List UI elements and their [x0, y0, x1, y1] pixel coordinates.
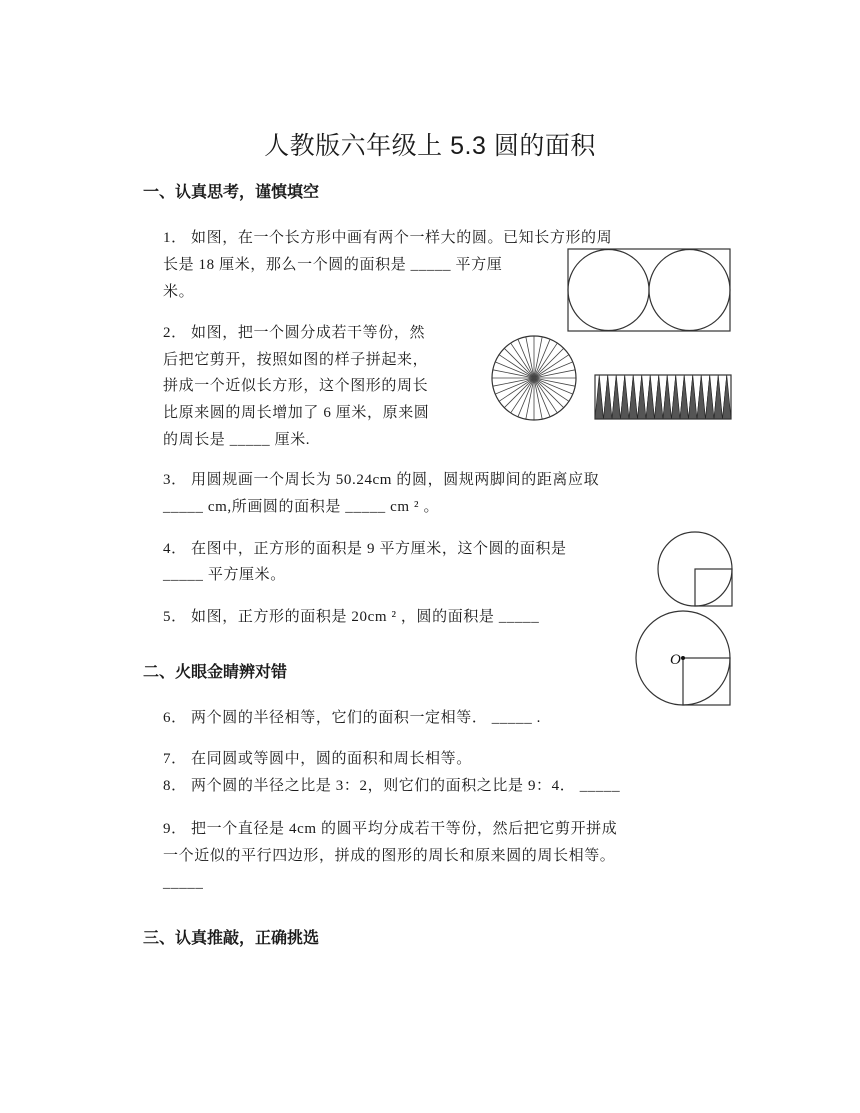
question-5-line-1: 5． 如图，正方形的面积是 20cm ² ，圆的面积是 _____ — [163, 609, 540, 625]
question-9-line-2: 一个近似的平行四边形，拼成的图形的周长和原来圆的周长相等。 — [163, 848, 616, 864]
question-2-line-1: 2． 如图，把一个圆分成若干等份，然 — [163, 325, 426, 341]
question-4-line-2: _____ 平方厘米。 — [163, 567, 286, 583]
question-2-line-5: 的周长是 _____ 厘米. — [163, 432, 311, 448]
section-heading-multiple-choice: 三、认真推敲，正确挑选 — [143, 930, 320, 947]
question-1-line-1: 1． 如图，在一个长方形中画有两个一样大的圆。已知长方形的周 — [163, 230, 613, 246]
question-6: 6． 两个圆的半径相等，它们的面积一定相等． _____ . — [163, 710, 542, 726]
page-title: 人教版六年级上 5.3 圆的面积 — [264, 132, 596, 160]
question-1-line-3: 米。 — [163, 284, 195, 300]
question-7: 7． 在同圆或等圆中，圆的面积和周长相等。 — [163, 751, 472, 767]
question-4-line-1: 4． 在图中，正方形的面积是 9 平方厘米，这个圆的面积是 — [163, 541, 567, 557]
figure-circle-with-square — [656, 531, 736, 609]
section-heading-true-false: 二、火眼金睛辨对错 — [143, 664, 288, 681]
question-9-line-3: _____ — [163, 875, 204, 891]
question-2-line-2: 后把它剪开，按照如图的样子拼起来， — [163, 352, 429, 368]
question-2-line-3: 拼成一个近似长方形，这个图形的周长 — [163, 378, 429, 394]
question-9-line-1: 9． 把一个直径是 4cm 的圆平均分成若干等份，然后把它剪开拼成 — [163, 821, 618, 837]
question-8: 8． 两个圆的半径之比是 3：2，则它们的面积之比是 9：4． _____ — [163, 778, 621, 794]
figure-circle-with-center-square — [633, 606, 735, 706]
section-heading-fill-in: 一、认真思考，谨慎填空 — [143, 184, 320, 201]
figure-rectangle-two-circles — [567, 248, 731, 332]
figure-approx-rectangle — [594, 373, 732, 421]
center-label-o: O — [670, 652, 681, 668]
question-3-line-1: 3． 用圆规画一个周长为 50.24cm 的圆，圆规两脚间的距离应取 — [163, 472, 600, 488]
figure-divided-circle — [490, 334, 578, 422]
question-1-line-2: 长是 18 厘米，那么一个圆的面积是 _____ 平方厘 — [163, 257, 503, 273]
question-3-line-2: _____ cm,所画圆的面积是 _____ cm ² 。 — [163, 499, 440, 515]
question-2-line-4: 比原来圆的周长增加了 6 厘米，原来圆 — [163, 405, 430, 421]
